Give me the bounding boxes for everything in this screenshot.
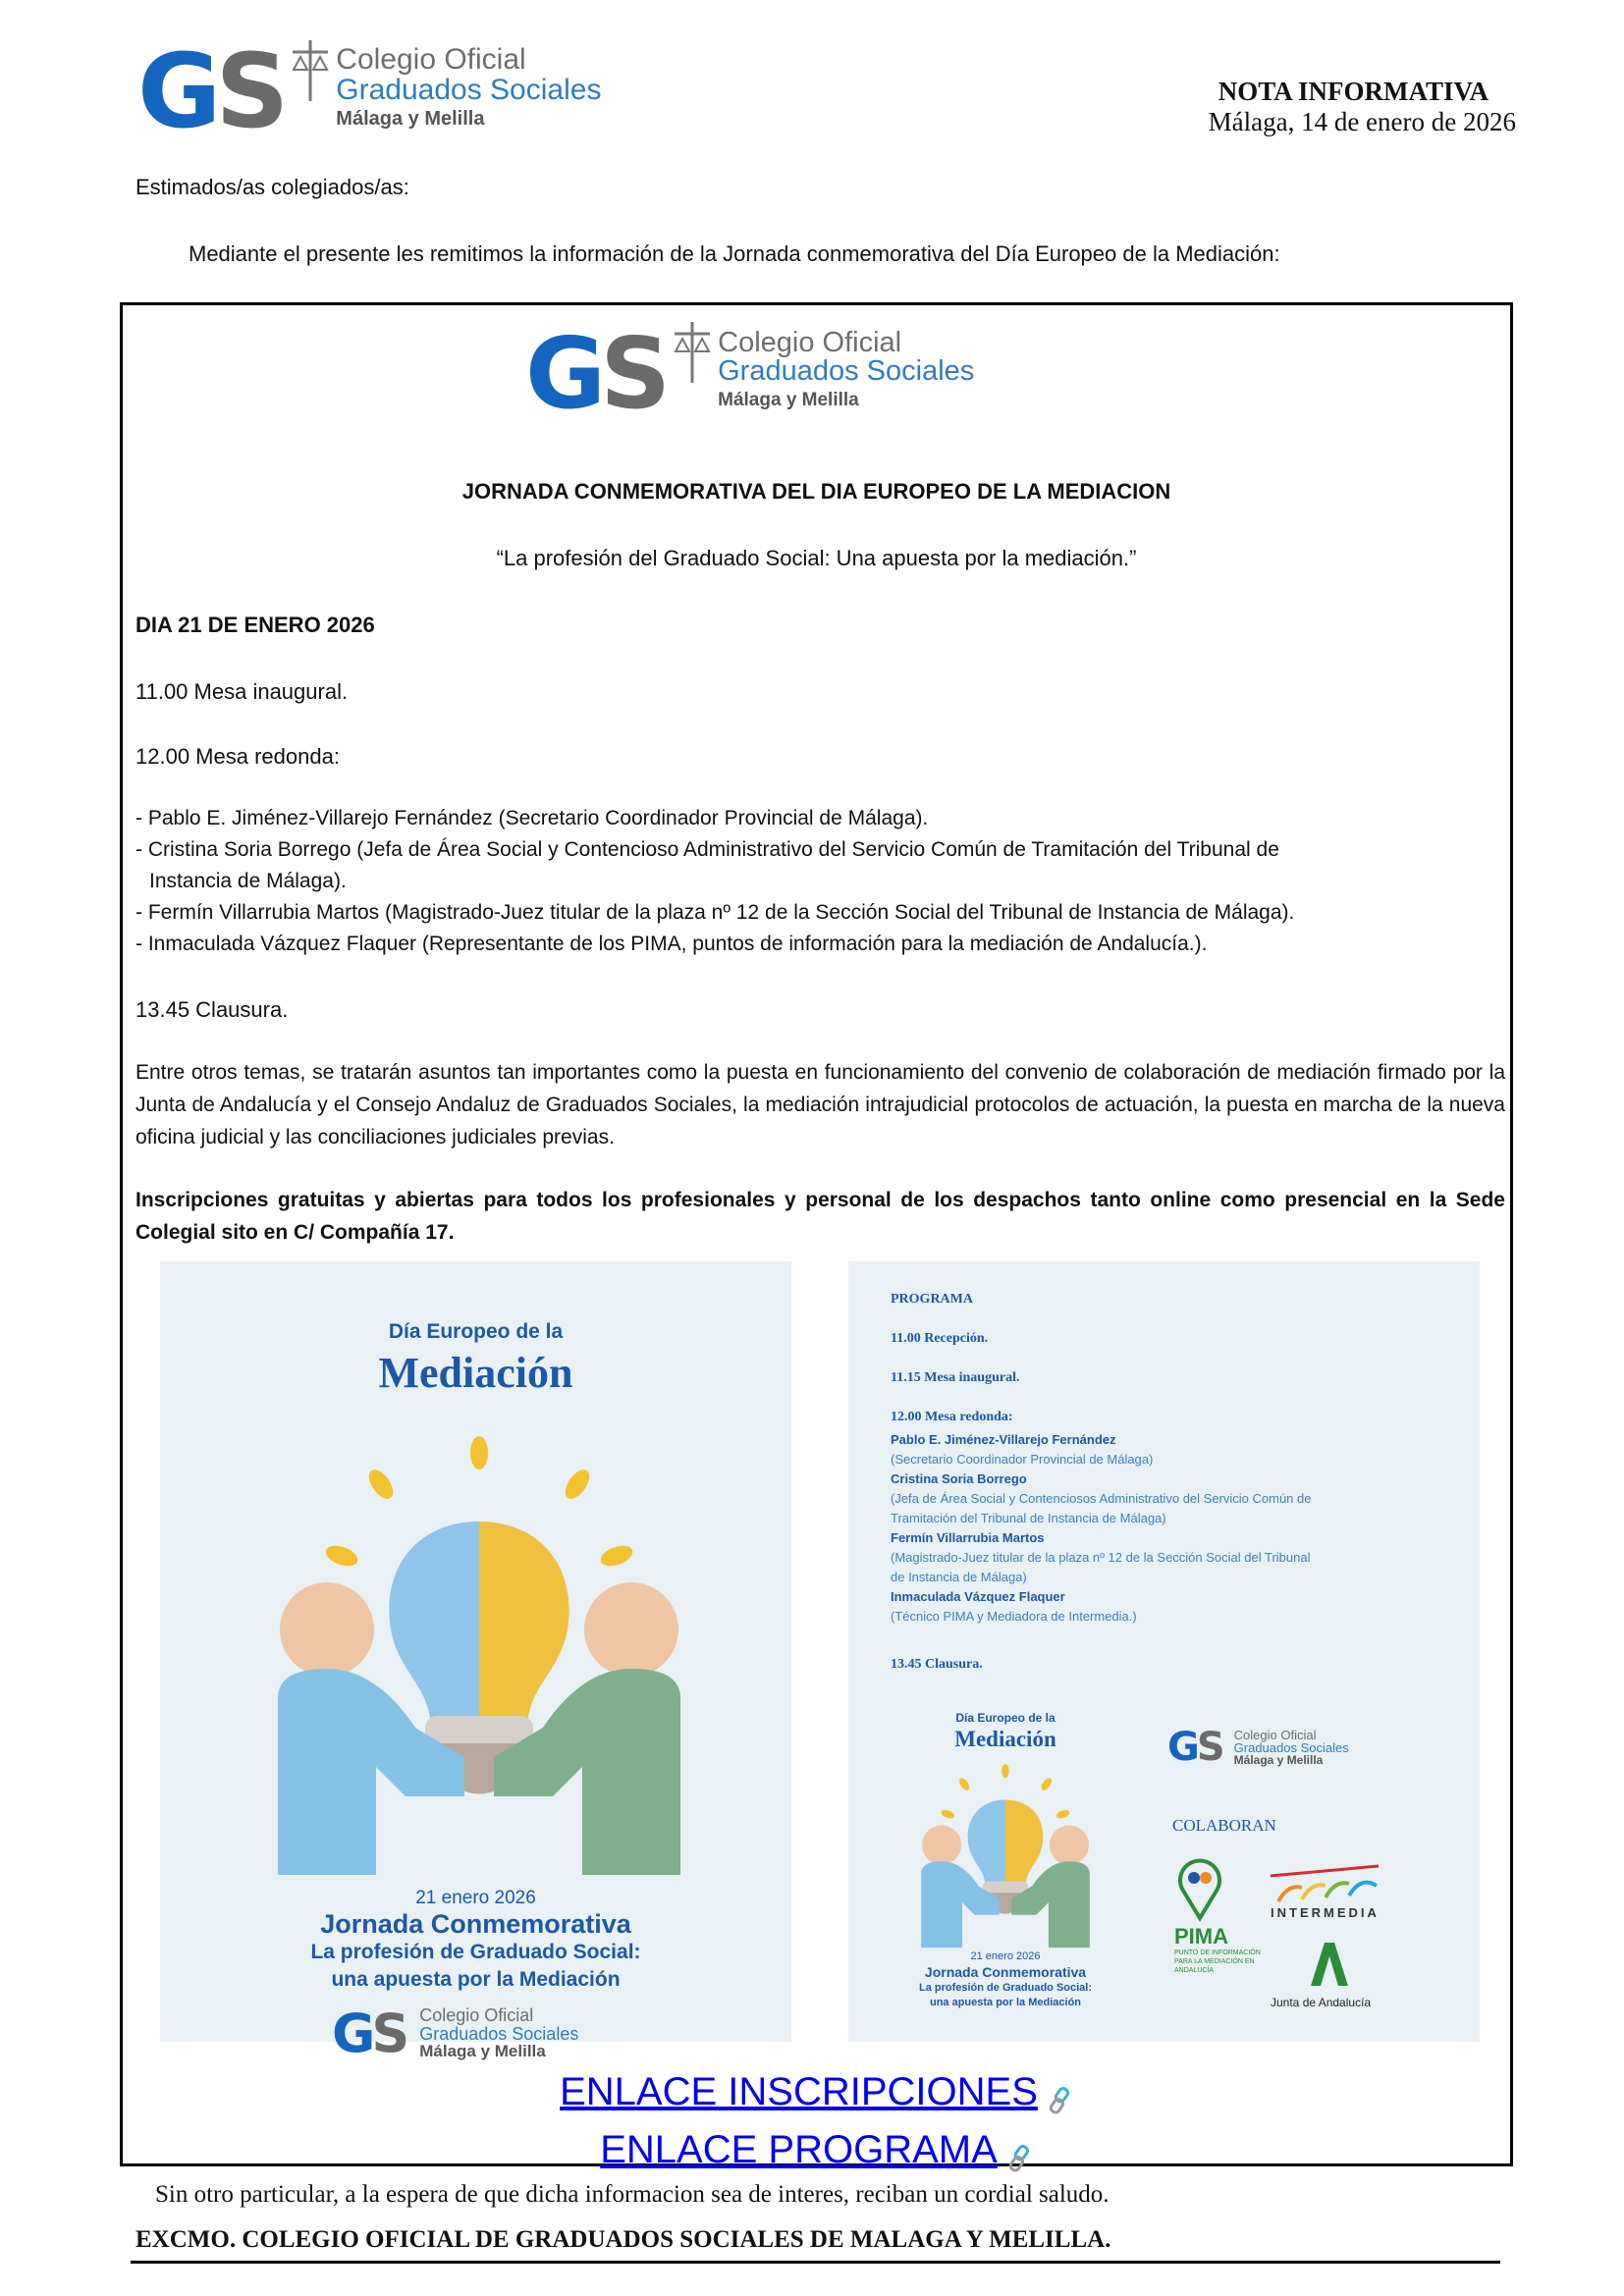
link-inscripciones[interactable]: ENLACE INSCRIPCIONES (560, 2070, 1038, 2113)
program-speaker-role: (Secretario Coordinador Provincial de Málaga) (891, 1452, 1154, 1467)
logo-line2: Graduados Sociales (419, 2023, 579, 2044)
logo-g: G (137, 31, 216, 151)
logo-line1: Colegio Oficial (419, 2005, 534, 2026)
poster-heading: Jornada Conmemorativa (320, 1909, 631, 1939)
logo-line2: Graduados Sociales (718, 355, 975, 388)
header-logo (137, 31, 602, 151)
mini-line1: La profesión de Graduado Social: (918, 1982, 1093, 1994)
poster-logo (332, 2002, 578, 2064)
program-heading: PROGRAMA (891, 1292, 973, 1307)
link-row (120, 2067, 1513, 2125)
poster-left (160, 1261, 791, 2064)
links-block (120, 2067, 1513, 2183)
footer-rule (131, 2261, 1500, 2264)
logo-line3: Málaga y Melilla (419, 2042, 546, 2061)
speaker-item: - Inmaculada Vázquez Flaquer (Representante de los PIMA, puntos de información para la mediación de Andalucía.). (135, 933, 1208, 955)
event-subtitle: “La profesión del Graduado Social: Una apuesta por la mediación.” (496, 546, 1137, 570)
illustration-handshake-bulb (268, 1433, 690, 1875)
event-title: JORNADA CONMEMORATIVA DEL DIA EUROPEO DE LA MEDIACION (461, 479, 1171, 504)
chain-link-icon (1046, 2087, 1073, 2114)
speaker-list (135, 803, 1505, 960)
logo-text (336, 45, 601, 130)
mini-heading: Jornada Conmemorativa (924, 1964, 1087, 1980)
closing-text: Sin otro particular, a la espera de que dicha informacion sea de interes, reciban un cordial saludo. (155, 2181, 1110, 2208)
event-logo (525, 315, 975, 431)
mini-title: Mediación (954, 1727, 1056, 1751)
mini-line2: una apuesta por la Mediación (929, 1997, 1082, 2008)
intermedia-label: INTERMEDIA (1271, 1905, 1380, 1920)
logo-line3: Málaga y Melilla (336, 108, 485, 131)
speaker-item: - Cristina Soria Borrego (Jefa de Área Social y Contencioso Administrativo del Servicio Común de Tramitación del Tribunal de (135, 838, 1279, 861)
poster-title: Mediación (378, 1349, 573, 1397)
junta-andalucia-icon (1307, 1941, 1352, 1988)
program-speakers (891, 1430, 1323, 1627)
logo-g: G (332, 2002, 372, 2064)
poster-line2: una apuesta por la Mediación (331, 1968, 621, 1991)
schedule-inaugural: 11.00 Mesa inaugural. (135, 679, 349, 704)
registration-paragraph: Inscripciones gratuitas y abiertas para todos los profesionales y personal de los despachos tanto online como presencial en la Sede Colegial sito en C/ Compañía 17. (135, 1189, 1505, 1244)
logo-text (1234, 1729, 1349, 1767)
poster-line1: La profesión de Graduado Social: (310, 1941, 641, 1963)
program-item: 11.00 Recepción. (891, 1331, 989, 1346)
logo-line1: Colegio Oficial (1233, 1727, 1317, 1742)
poster-date: 21 enero 2026 (415, 1888, 536, 1908)
poster-pretitle: Día Europeo de la (388, 1320, 564, 1343)
intro-text: Mediante el presente les remitimos la información de la Jornada conmemorativa del Día Europeo de la Mediación: (189, 241, 1280, 266)
chain-link-icon (1005, 2145, 1033, 2172)
note-header (1209, 77, 1516, 137)
greeting: Estimados/as colegiados/as: (135, 175, 409, 199)
schedule-roundtable: 12.00 Mesa redonda: (135, 744, 340, 769)
logo-g: G (525, 315, 601, 431)
logo-line2: Graduados Sociales (336, 73, 602, 106)
link-programa[interactable]: ENLACE PROGRAMA (600, 2128, 998, 2171)
gs-mark (1167, 1725, 1222, 1770)
mini-illustration (917, 1762, 1094, 1949)
footer-signature: EXCMO. COLEGIO OFICIAL DE GRADUADOS SOCIALES DE MALAGA Y MELILLA. (135, 2226, 1111, 2253)
logo-s: S (600, 315, 666, 431)
program-speaker-name: Cristina Soria Borrego (891, 1471, 1027, 1486)
logo-g: G (1167, 1725, 1197, 1770)
link-row (120, 2125, 1513, 2183)
program-closing: 13.45 Clausura. (891, 1657, 983, 1672)
program-speaker-role: (Magistrado-Juez titular de la plaza nº 12 de la Sección Social del Tribunal de Instancia de Málaga) (891, 1550, 1311, 1584)
collab-label: COLABORAN (1172, 1816, 1276, 1835)
speaker-item: - Fermín Villarrubia Martos (Magistrado-Juez titular de la plaza nº 12 de la Sección Social del Tribunal de Instancia de Málaga). (135, 901, 1295, 924)
event-day: DIA 21 DE ENERO 2026 (135, 613, 375, 637)
gs-mark (137, 31, 283, 151)
junta-label: Junta de Andalucía (1271, 1996, 1372, 2009)
pima-pin-icon (1175, 1853, 1224, 1922)
speaker-item-continued: Instancia de Málaga). (149, 870, 347, 892)
logo-line3: Málaga y Melilla (718, 389, 859, 410)
speaker-item: - Pablo E. Jiménez-Villarejo Fernández (Secretario Coordinador Provincial de Málaga). (135, 807, 929, 829)
scales-icon (671, 322, 714, 391)
pima-sublabel: PUNTO DE INFORMACIÓN PARA LA MEDIACIÓN EN ANDALUCÍA (1174, 1949, 1261, 1974)
poster-right (848, 1261, 1480, 2042)
gs-mark (332, 2002, 406, 2064)
note-date: Málaga, 14 de enero de 2026 (1208, 107, 1516, 136)
gs-mark (525, 316, 665, 431)
logo-text (718, 326, 975, 410)
scales-icon (289, 40, 332, 109)
logo-s: S (371, 2002, 406, 2064)
topics-paragraph: Entre otros temas, se tratarán asuntos tan importantes como la puesta en funcionamiento del convenio de colaboración de mediación firmado por la Junta de Andalucía y el Consejo Andaluz de Graduados Sociales, la mediación intrajudicial protocolos de actuación, la puesta en marcha de la nueva oficina judicial y las conciliaciones judiciales previas. (135, 1061, 1505, 1148)
logo-s: S (1196, 1725, 1222, 1770)
program-speaker-name: Pablo E. Jiménez-Villarejo Fernández (891, 1432, 1116, 1447)
note-title: NOTA INFORMATIVA (1218, 77, 1489, 106)
logo-line1: Colegio Oficial (718, 326, 902, 358)
logo-line3: Málaga y Melilla (1233, 1753, 1324, 1768)
program-speaker-role: (Jefa de Área Social y Contenciosos Administrativo del Servicio Común de Tramitación del Tribunal de Instancia de Málaga) (891, 1491, 1312, 1525)
mini-pretitle: Día Europeo de la (955, 1711, 1056, 1725)
program-speaker-name: Fermín Villarrubia Martos (891, 1530, 1045, 1545)
logo-text (419, 2006, 578, 2059)
logo-s: S (215, 31, 284, 151)
schedule-closing: 13.45 Clausura. (135, 997, 289, 1022)
program-item: 11.15 Mesa inaugural. (891, 1370, 1020, 1385)
program-speaker-role: (Técnico PIMA y Mediadora de Intermedia.) (891, 1609, 1137, 1624)
program-item: 12.00 Mesa redonda: (891, 1410, 1013, 1424)
logo-line1: Colegio Oficial (336, 43, 526, 77)
intermedia-arcs-icon (1271, 1864, 1379, 1903)
mini-logo (1167, 1725, 1349, 1770)
mini-date: 21 enero 2026 (970, 1950, 1041, 1962)
program-speaker-name: Inmaculada Vázquez Flaquer (891, 1589, 1065, 1604)
pima-label: PIMA (1174, 1924, 1228, 1949)
logo-line2: Graduados Sociales (1233, 1739, 1349, 1755)
